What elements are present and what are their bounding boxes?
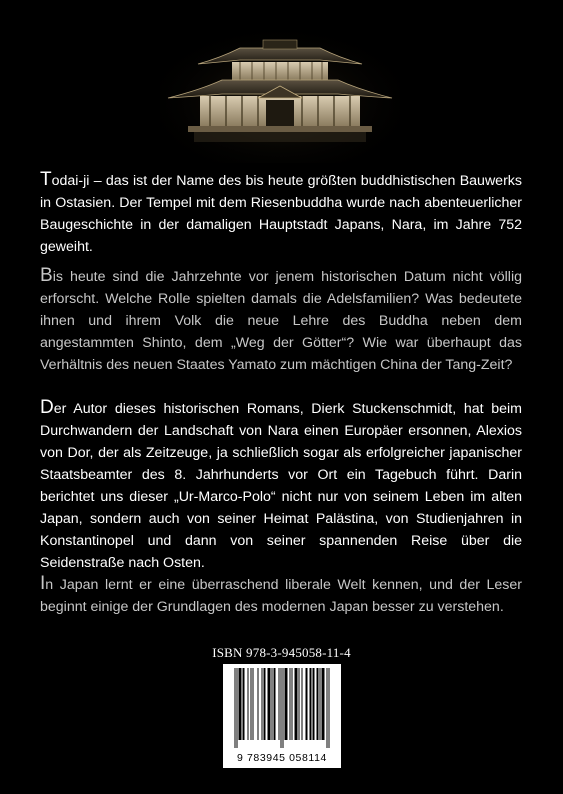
barcode-bar bbox=[314, 668, 315, 740]
isbn-barcode bbox=[223, 664, 341, 768]
barcode-bar bbox=[264, 668, 265, 740]
barcode-bar bbox=[258, 668, 259, 740]
barcode-bar bbox=[262, 668, 263, 740]
barcode-bar bbox=[283, 668, 284, 748]
barcode-bar bbox=[248, 668, 249, 740]
barcode-bar bbox=[235, 668, 236, 748]
barcode-bar bbox=[311, 668, 312, 740]
paragraph-text: n Japan lernt er eine überraschend liberale Welt kennen, und der Leser beginnt einige der Grundlagen des modernen Japan besser zu verstehen. bbox=[40, 577, 522, 615]
barcode-bar bbox=[297, 668, 298, 740]
barcode-bar bbox=[327, 668, 328, 748]
barcode-bar bbox=[279, 668, 280, 740]
drop-cap: D bbox=[40, 397, 54, 418]
barcode-bar bbox=[323, 668, 324, 740]
barcode-bar bbox=[275, 668, 276, 740]
barcode-bar bbox=[240, 668, 241, 740]
barcode-bar bbox=[268, 668, 269, 740]
barcode-bar bbox=[299, 668, 300, 740]
barcode-bar bbox=[324, 668, 325, 740]
barcode-bar bbox=[287, 668, 288, 740]
barcode-bar bbox=[322, 668, 323, 740]
barcode-bar bbox=[270, 668, 271, 740]
isbn-label: ISBN 978-3-945058-11-4 bbox=[212, 645, 351, 660]
barcode-bars bbox=[223, 668, 341, 752]
barcode-bar bbox=[241, 668, 242, 740]
barcode-bar bbox=[313, 668, 314, 740]
drop-cap: I bbox=[40, 573, 46, 594]
barcode-bar bbox=[237, 668, 238, 748]
barcode-bar bbox=[285, 668, 286, 740]
barcode-bar bbox=[318, 668, 319, 740]
barcode-bar bbox=[310, 668, 311, 740]
barcode-bar bbox=[307, 668, 308, 740]
barcode-bar bbox=[253, 668, 254, 740]
barcode-bar bbox=[274, 668, 275, 740]
barcode-bar bbox=[272, 668, 273, 740]
drop-cap: T bbox=[40, 169, 52, 190]
barcode-bar bbox=[306, 668, 307, 740]
barcode-bar bbox=[251, 668, 252, 740]
description-paragraph-4 bbox=[40, 574, 522, 618]
barcode-bar bbox=[281, 668, 282, 748]
barcode-bar bbox=[329, 668, 330, 748]
temple-illustration bbox=[160, 28, 400, 163]
barcode-bar bbox=[243, 668, 244, 740]
barcode-bar bbox=[292, 668, 293, 740]
barcode-bar bbox=[265, 668, 266, 740]
barcode-bar bbox=[320, 668, 321, 740]
paragraph-text: is heute sind die Jahrzehnte vor jenem historischen Datum nicht völlig erforscht. Welche Rolle spielten damals die Adelsfamilien? Was bedeutete ihnen und ihrem Volk die neue Lehre des Buddha neben dem angestammten Shinto, dem „Weg der Götter“? Wie war überhaupt das Verhältnis des neuen Staates Yamato zum mächtigen China der Tang-Zeit? bbox=[40, 269, 522, 373]
barcode-digits: 9 783945 058114 bbox=[237, 752, 327, 764]
barcode-bar bbox=[244, 668, 245, 740]
paragraph-text: odai-ji – das ist der Name des bis heute größten buddhistischen Bauwerks in Ostasien. Der Tempel mit dem Riesenbuddha wurde nach abenteuerlicher Baugeschichte in der damaligen Hauptstadt Japans, Nara, im Jahre 752 geweiht. bbox=[40, 173, 522, 255]
barcode-bar bbox=[290, 668, 291, 740]
barcode-bar bbox=[239, 668, 240, 740]
description-paragraph-1 bbox=[40, 170, 522, 258]
paragraph-text: er Autor dieses historischen Romans, Dierk Stuckenschmidt, hat beim Durchwandern der Landschaft von Nara einen Europäer ersonnen, Alexios von Dor, der als Zeitzeuge, ja schließlich sogar als erfolgreicher japanischer Staatsbeamter des 8. Jahrhunderts vor Ort ein Tagebuch führt. Darin berichtet uns dieser „Ur-Marco-Polo“ nicht nur von seinem Leben im alten Japan, sondern auch von seiner Heimat Palästina, von Studienjahren in Konstantinopel und dann von seiner spannenden Reise über die Seidenstraße nach Osten. bbox=[40, 401, 522, 571]
barcode-bar bbox=[295, 668, 296, 740]
description-paragraph-3 bbox=[40, 398, 522, 574]
barcode-bar bbox=[296, 668, 297, 740]
drop-cap: B bbox=[40, 265, 53, 286]
description-paragraph-2 bbox=[40, 266, 522, 376]
barcode-bar bbox=[269, 668, 270, 740]
barcode-bar bbox=[317, 668, 318, 740]
barcode-bar bbox=[286, 668, 287, 740]
barcode-bar bbox=[302, 668, 303, 740]
